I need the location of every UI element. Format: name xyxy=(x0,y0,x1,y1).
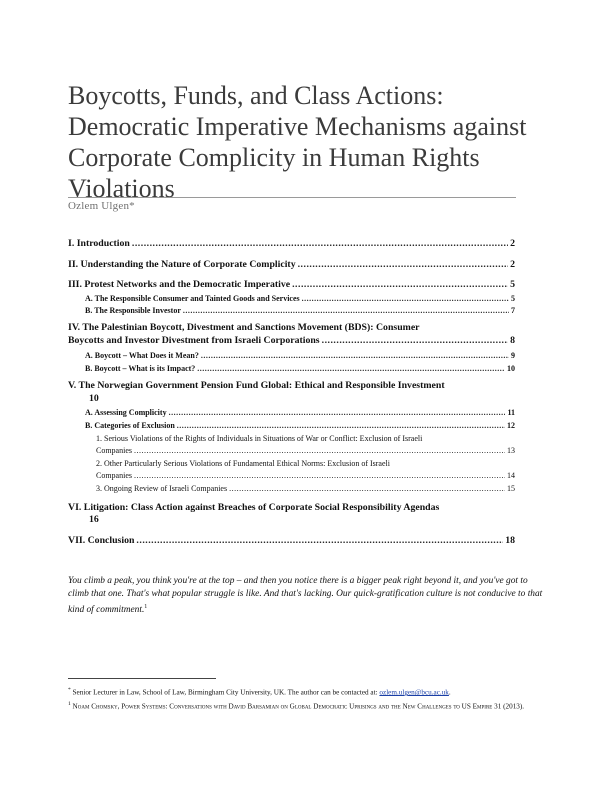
footnote-mark: 1 xyxy=(68,701,71,708)
toc-entry-page: 8 xyxy=(510,335,515,346)
toc-entry-page: 15 xyxy=(507,484,515,493)
paper-title: Boycotts, Funds, and Class Actions: Democratic Imperative Mechanisms against Corporate Complicity in Human Rights Violations xyxy=(68,81,527,203)
toc-entry-label: B. Boycott – What is its Impact? xyxy=(85,364,196,373)
toc-subentry[interactable] xyxy=(85,293,515,305)
footnote-text: Noam Chomsky, Power Systems: Conversations with David Barsamian on Global Democratic Uprisings and the New Challenges to US Empire 31 (2013). xyxy=(72,702,525,711)
toc-entry-page: 14 xyxy=(507,471,515,480)
toc-entry-label: A. The Responsible Consumer and Tainted Goods and Services xyxy=(85,294,300,303)
toc-entry-page: 12 xyxy=(507,421,515,430)
toc-subsubentry[interactable] xyxy=(96,470,515,482)
toc-entry-page: 5 xyxy=(511,294,515,303)
footnote-divider xyxy=(68,678,216,679)
toc-entry-page: 2 xyxy=(510,259,515,270)
toc-entry[interactable] xyxy=(68,238,515,250)
toc-entry-label-line2[interactable]: 16 xyxy=(89,514,99,525)
toc-subsubentry-line1[interactable]: 2. Other Particularly Serious Violations of Fundamental Ethical Norms: Exclusion of Israeli xyxy=(96,459,390,468)
toc-entry-label: B. Categories of Exclusion xyxy=(85,421,175,430)
toc-subentry[interactable] xyxy=(85,305,515,317)
toc-entry-label-line1[interactable]: VI. Litigation: Class Action against Breaches of Corporate Social Responsibility Agendas xyxy=(68,502,440,513)
toc-entry-page: 7 xyxy=(511,306,515,315)
toc-subsubentry[interactable] xyxy=(96,483,515,495)
toc-entry-label: A. Assessing Complicity xyxy=(85,408,167,417)
toc-entry-label-line1[interactable]: V. The Norwegian Government Pension Fund Global: Ethical and Responsible Investment xyxy=(68,380,445,391)
toc-subsubentry[interactable] xyxy=(96,445,515,457)
footnote-text: Senior Lecturer in Law, School of Law, Birmingham City University, UK. The author can be contacted at: xyxy=(72,688,378,697)
toc-subentry[interactable] xyxy=(85,420,515,432)
author-email-link[interactable]: ozlem.ulgen@bcu.ac.uk xyxy=(379,688,449,697)
title-divider xyxy=(68,197,516,198)
toc-entry-page: 11 xyxy=(507,408,515,417)
toc-entry-label: B. The Responsible Investor xyxy=(85,306,181,315)
toc-subentry[interactable] xyxy=(85,350,515,362)
toc-entry-label: VII. Conclusion xyxy=(68,535,135,546)
footnote-1: * Senior Lecturer in Law, School of Law, Birmingham City University, UK. The author can be contacted at: ozlem.ulgen@bcu.ac.uk. xyxy=(68,687,451,697)
toc-entry-label-line1[interactable]: IV. The Palestinian Boycott, Divestment and Sanctions Movement (BDS): Consumer xyxy=(68,322,420,333)
author-name: Ozlem Ulgen* xyxy=(68,200,135,212)
toc-entry-label: Boycotts and Investor Divestment from Israeli Corporations xyxy=(68,335,320,346)
toc-entry[interactable] xyxy=(68,335,515,347)
toc-subentry[interactable] xyxy=(85,363,515,375)
epigraph-quote xyxy=(68,575,548,617)
toc-entry-page: 13 xyxy=(507,446,515,455)
footnote-2 xyxy=(68,699,548,711)
toc-entry[interactable] xyxy=(68,535,515,547)
toc-entry-page: 18 xyxy=(505,535,515,546)
toc-entry-page: 10 xyxy=(507,364,515,373)
footnote-mark: * xyxy=(68,687,71,693)
toc-entry-label: 3. Ongoing Review of Israeli Companies xyxy=(96,484,228,493)
toc-entry-label: II. Understanding the Nature of Corporate Complicity xyxy=(68,259,296,270)
toc-subsubentry-line1[interactable]: 1. Serious Violations of the Rights of Individuals in Situations of War or Conflict: Exclusion of Israeli xyxy=(96,434,423,443)
footnotes xyxy=(68,685,548,714)
epigraph-footnote-ref[interactable]: 1 xyxy=(144,604,148,610)
epigraph-text: You climb a peak, you think you're at the top – and then you notice there is a bigger peak right beyond it, and you've got to climb that one. That's what popular struggle is like. And that's lacking. Our quick-gratification culture is not conducive to that kind of commitment. xyxy=(68,576,543,616)
toc-subentry[interactable] xyxy=(85,407,515,419)
toc-entry-label: A. Boycott – What Does it Mean? xyxy=(85,351,199,360)
toc-entry-page: 2 xyxy=(510,238,515,249)
toc-entry-label: Companies xyxy=(96,446,132,455)
toc-entry[interactable] xyxy=(68,259,515,271)
toc-entry-label: Companies xyxy=(96,471,132,480)
toc-entry-label: I. Introduction xyxy=(68,238,130,249)
toc-entry-label: III. Protest Networks and the Democratic Imperative xyxy=(68,279,291,290)
toc-entry-page: 5 xyxy=(510,279,515,290)
toc-entry[interactable] xyxy=(68,279,515,291)
toc-entry-label-line2[interactable]: 10 xyxy=(89,393,99,404)
toc-entry-page: 9 xyxy=(511,351,515,360)
